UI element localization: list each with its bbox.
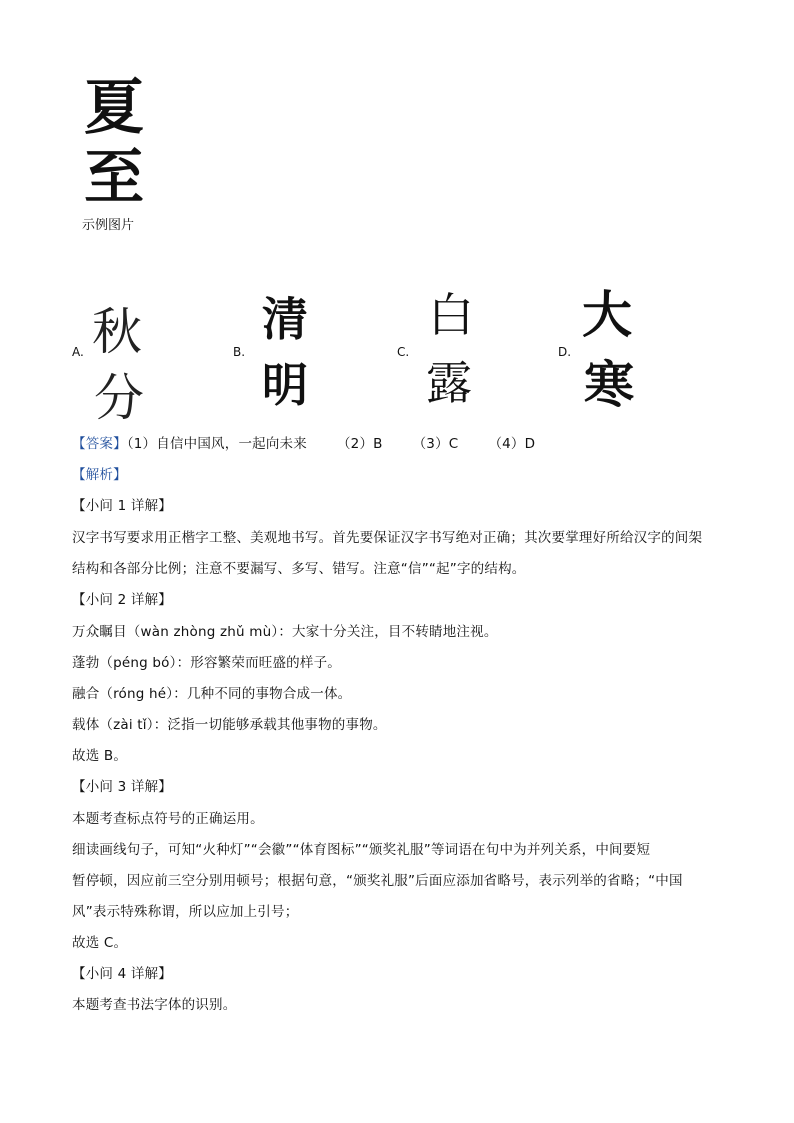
section-2-line-2: 蓬勃（péng bó）：形容繁荣而旺盛的样子。	[72, 655, 341, 671]
example-char-2: 至	[84, 143, 144, 213]
section-3-title: 【小问 3 详解】	[72, 779, 172, 795]
section-4-line-1: 本题考查书法字体的识别。	[72, 997, 237, 1013]
answer-line	[72, 432, 535, 452]
section-1-line-1: 汉字书写要求用正楷字工整、美观地书写。首先要保证汉字书写绝对正确；其次要掌理好所给汉字的间架	[72, 530, 703, 546]
section-3-line-1: 本题考查标点符号的正确运用。	[72, 811, 264, 827]
option-b-char-2: 明	[262, 358, 308, 412]
example-char-1: 夏	[84, 73, 144, 143]
option-a-char-1: 秋	[92, 303, 142, 361]
section-4-title: 【小问 4 详解】	[72, 966, 172, 982]
answer-item-2: （2）B	[336, 436, 383, 452]
section-3-line-2: 细读画线句子，可知“火种灯”“会徽”“体育图标”“颁奖礼服”等词语在句中为并列关系，中间要短	[72, 842, 651, 858]
option-b-char-1: 清	[262, 292, 308, 346]
answer-item-3: （3）C	[412, 436, 459, 452]
answer-item-4: （4）D	[488, 436, 536, 452]
answer-label: 【答案】	[72, 436, 127, 452]
option-a-label: A.	[72, 345, 84, 359]
section-3-line-4: 风”表示特殊称谓，所以应加上引号；	[72, 904, 299, 920]
option-c-char-1: 白	[428, 288, 474, 342]
example-caption: 示例图片	[82, 218, 135, 233]
section-2-line-5: 故选 B。	[72, 748, 128, 764]
option-a-char-2: 分	[94, 369, 144, 427]
section-2-line-1: 万众瞩目（wàn zhòng zhǔ mù）：大家十分关注，目不转睛地注视。	[72, 624, 498, 640]
section-3-line-3: 暂停顿，因应前三空分别用顿号；根据句意，“颁奖礼服”后面应添加省略号，表示列举的省略；“中国	[72, 873, 683, 889]
section-1-title: 【小问 1 详解】	[72, 498, 172, 514]
option-d-char-2: 寒	[584, 355, 634, 414]
option-d-label: D.	[558, 345, 572, 359]
answer-item-1: （1）自信中国风，一起向未来	[126, 436, 307, 452]
section-1-line-2: 结构和各部分比例；注意不要漏写、多写、错写。注意“信”“起”字的结构。	[72, 561, 526, 577]
option-b-label: B.	[233, 345, 246, 359]
option-d-char-1: 大	[582, 285, 632, 344]
section-2-line-3: 融合（róng hé）：几种不同的事物合成一体。	[72, 686, 352, 702]
option-c-char-2: 露	[426, 356, 472, 410]
section-2-line-4: 载体（zài tǐ）：泛指一切能够承载其他事物的事物。	[72, 717, 387, 733]
analysis-label: 【解析】	[72, 467, 127, 483]
section-3-line-5: 故选 C。	[72, 935, 128, 951]
section-2-title: 【小问 2 详解】	[72, 592, 172, 608]
option-c-label: C.	[397, 345, 410, 359]
